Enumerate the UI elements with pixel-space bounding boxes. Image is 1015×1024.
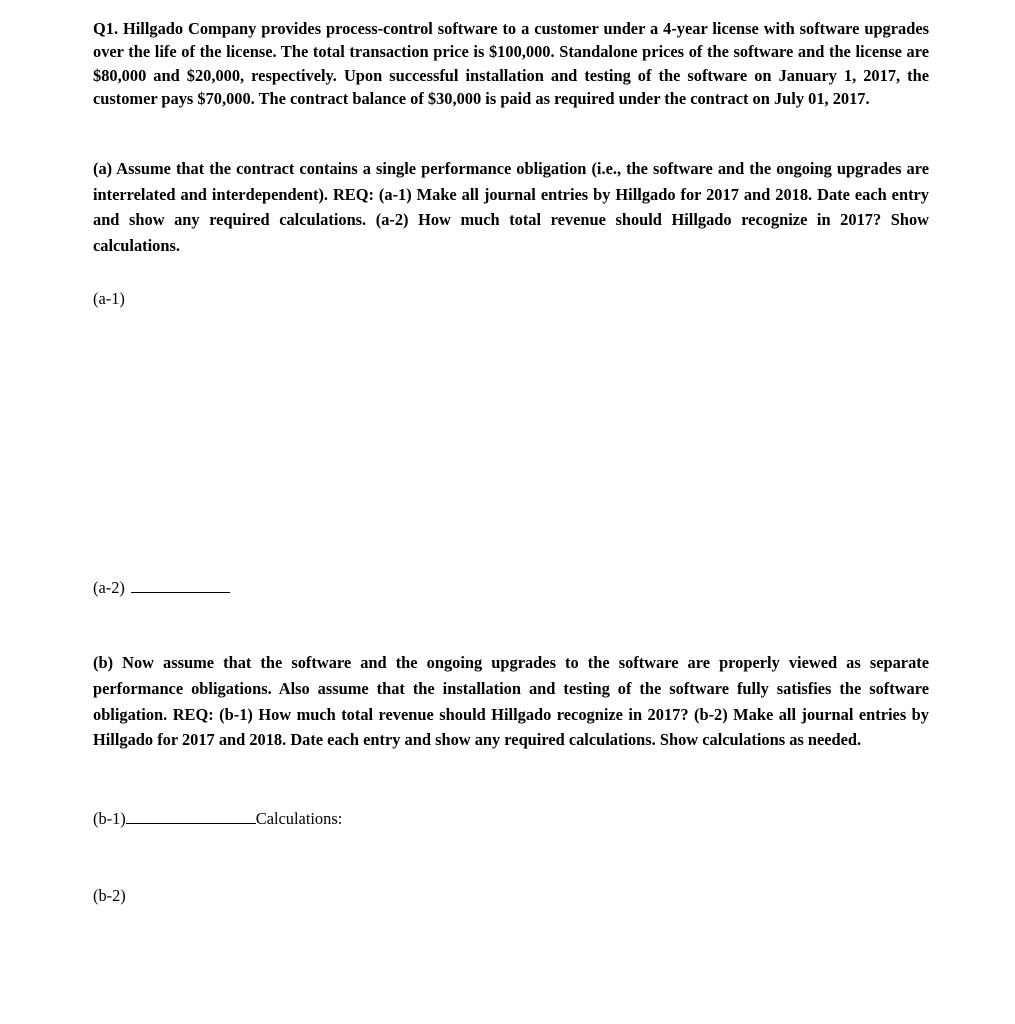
calculations-label: Calculations: [255,809,343,828]
part-b-text: (b) Now assume that the software and the ongoing upgrades to the software are properly viewed as separate performance obligations. Also assume that the installation and testing of the software fully satisfies the software obligation. REQ: (b-1) How much total revenue should Hillgado recognize in 2017? (b-2) Make all journal entries by Hillgado for 2017 and 2018. Date each entry and show any required calculations. Show calculations as needed. [93,653,929,750]
answer-label-a1 [93,289,125,309]
answer-label-b1 [93,808,342,829]
answer-label-b2 [93,886,126,906]
answer-label-a2 [93,577,230,598]
answer-blank-b1[interactable] [126,808,256,824]
label-b2: (b-2) [93,886,126,905]
label-b1: (b-1) [93,809,126,828]
label-a1: (a-1) [93,289,125,308]
question-1-text: Q1. Hillgado Company provides process-control software to a customer under a 4-year license with software upgrades over the life of the license. The total transaction price is $100,000. Standalone prices of the software and the license are $80,000 and $20,000, respectively. Upon successful installation and testing of the software on January 1, 2017, the customer pays $70,000. The contract balance of $30,000 is paid as required under the contract on July 01, 2017. [93,19,929,108]
part-a-text: (a) Assume that the contract contains a single performance obligation (i.e., the software and the ongoing upgrades are interrelated and interdependent). REQ: (a-1) Make all journal entries by Hillgado for 2017 and 2018. Date each entry and show any required calculations. (a-2) How much total revenue should Hillgado recognize in 2017? Show calculations. [93,159,929,255]
answer-blank-a2[interactable] [131,577,230,593]
label-a2: (a-2) [93,578,125,597]
